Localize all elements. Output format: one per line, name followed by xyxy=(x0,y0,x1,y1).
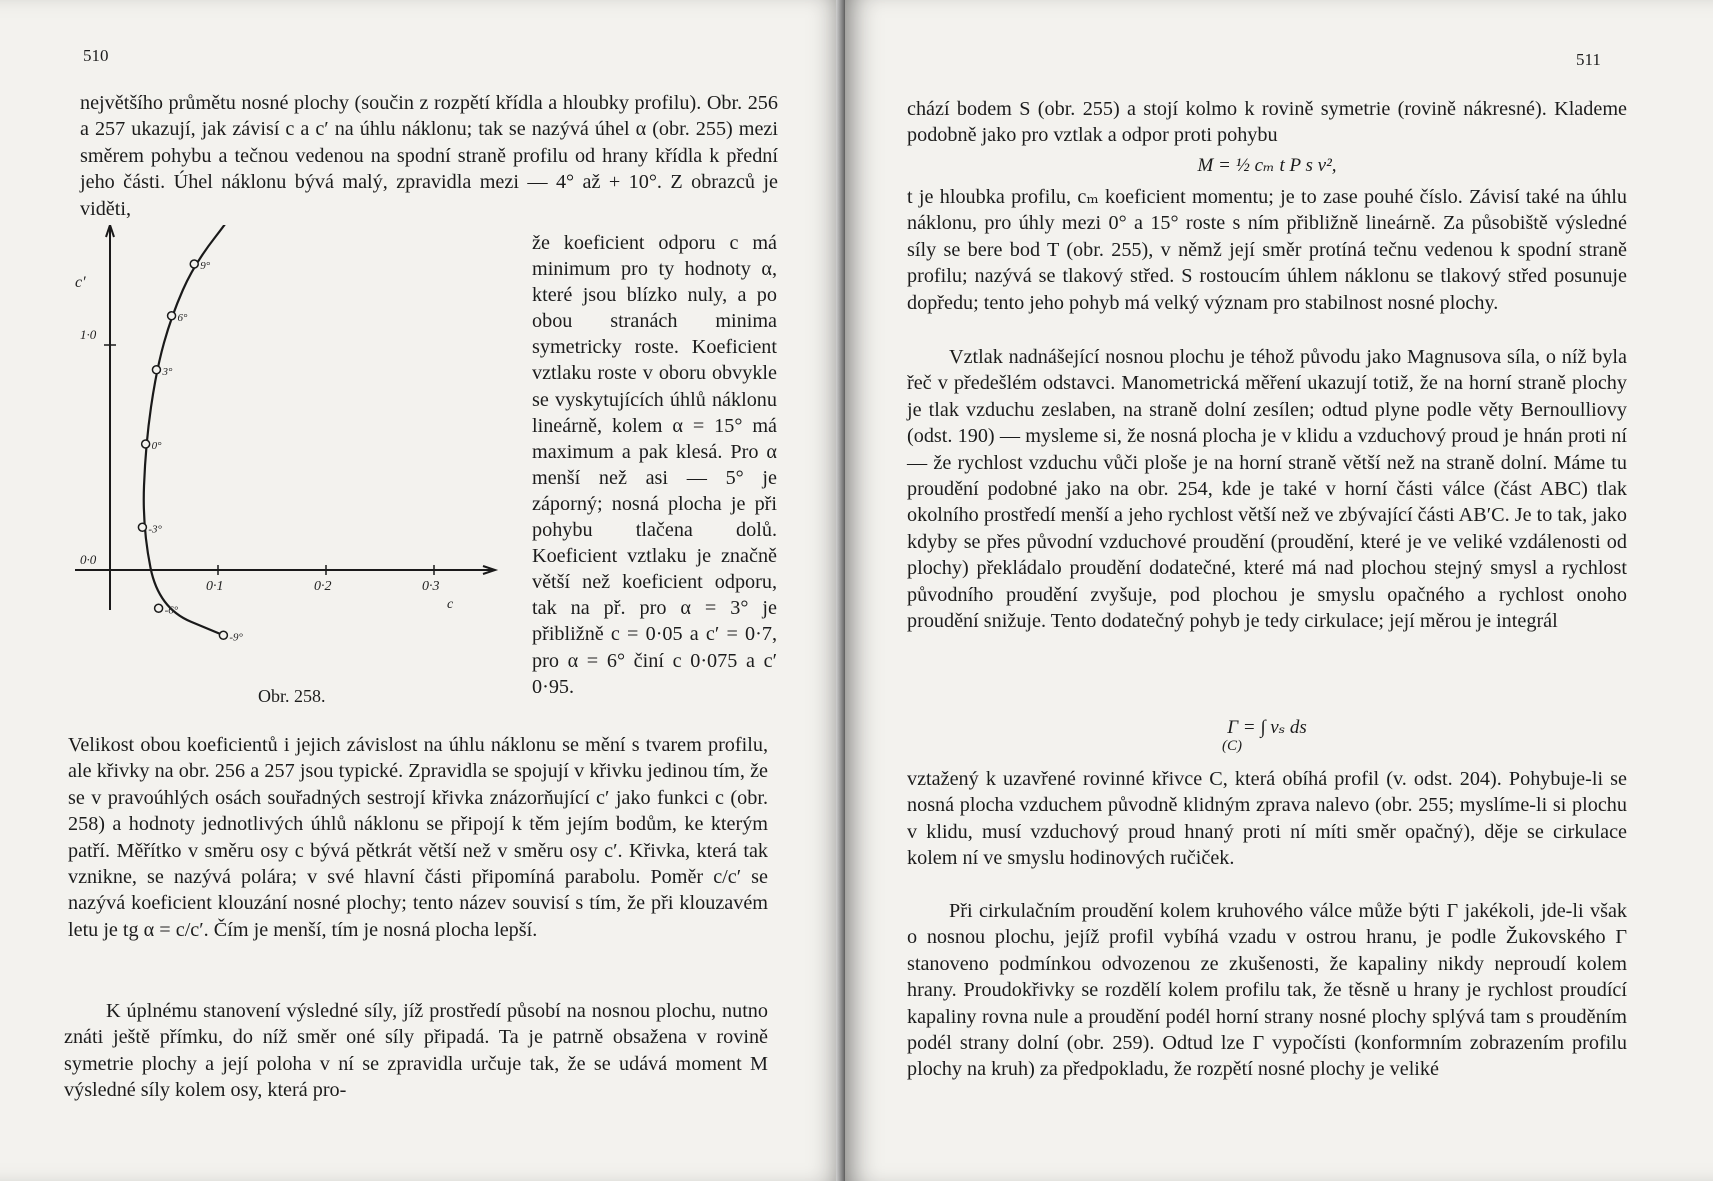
paragraph-text: chází bodem S (obr. 255) a stojí kolmo k rovině symetrie (rovině nákresné). Klademe podobně jako pro vztlak a odpor proti pohybu xyxy=(907,98,1627,147)
x-tick-label: 0·2 xyxy=(314,579,332,594)
x-tick-label: 0·3 xyxy=(422,579,440,594)
data-label: -3° xyxy=(148,523,162,536)
y-tick-label: 1·0 xyxy=(80,327,97,342)
y-tick-label: 0·0 xyxy=(80,552,97,567)
paragraph xyxy=(907,766,1627,872)
formula: M = ½ cₘ t P s v², xyxy=(1197,155,1337,176)
left-page xyxy=(0,0,845,1181)
x-tick-label: 0·1 xyxy=(206,579,224,594)
paragraph-text: t je hloubka profilu, cₘ koeficient momentu; je to zase pouhé číslo. Závisí také na úhlu náklonu, pro úhly mezi 0° a 15° roste s ním přibližně lineárně. Za působiště výsledné síly se bere bod T (obr. 255), v němž její směr protíná tečnu vedenou k spodní straně profilu; nazývá se tlakový střed. S rostoucím úhlem náklonu se tlakový střed posunuje dopředu; tento jeho pohyb má velký význam pro stabilnost nosné plochy. xyxy=(907,186,1627,314)
paragraph xyxy=(907,96,1627,149)
paragraph xyxy=(68,732,768,943)
paragraph xyxy=(80,90,778,222)
data-label: 3° xyxy=(162,365,173,378)
data-point xyxy=(142,440,150,448)
x-axis-label: c xyxy=(447,597,454,612)
data-point xyxy=(190,260,198,268)
paragraph-text: největšího průmětu nosné plochy (součin z rozpětí křídla a hloubky profilu). Obr. 256 a 257 ukazují, jak závisí c a c′ na úhlu náklonu; tak se nazývá úhel α (obr. 255) mezi směrem pohybu a tečnou vedenou na spodní straně profilu od hrany křídla k přední jeho části. Úhel náklonu bývá malý, zpravidla mezi — 4° až + 10°. Z obrazců je viděti, xyxy=(80,92,778,220)
formula: Γ = ∫ vₛ ds xyxy=(1227,717,1307,738)
page-number: 511 xyxy=(1576,50,1601,69)
data-label: 6° xyxy=(177,311,188,324)
paragraph-text: vztažený k uzavřené rovinné křivce C, která obíhá profil (v. odst. 204). Pohybuje-li se nosná plocha vzduchem původně klidným zprava nalevo (obr. 255; myslíme-li si plochu v klidu, musí vzduchový proud hnaný proti ní míti směr opačný), děje se cirkulace kolem ní ve smyslu hodinových ručiček. xyxy=(907,768,1627,870)
figure-caption: Obr. 258. xyxy=(258,686,326,706)
polar-curve xyxy=(144,225,396,635)
y-axis-label: c′ xyxy=(75,274,86,291)
paragraph-text: K úplnému stanovení výsledné síly, jíž prostředí působí na nosnou plochu, nutno znáti ještě přímku, do níž směr oné síly připadá. Ta je patrně obsažena v rovině symetrie plochy a její poloha v ní se zpravidla určuje tak, že se udává moment M výsledné síly kolem osy, která pro- xyxy=(64,1000,768,1102)
data-label: -9° xyxy=(229,631,243,644)
page-number: 510 xyxy=(83,46,109,65)
data-label: 0° xyxy=(151,440,162,452)
wrapped-text: že koeficient odporu c má minimum pro ty hodnoty α, které jsou blízko nuly, a po obou stranách minima symetricky roste. Koeficient vztlaku roste v oboru obvykle se vyskytujících úhlů náklonu lineárně, kolem α = 15° má maximum a pak klesá. Pro α menší než asi — 5° je záporný; nosná plocha je při pohybu tlačena dolů. Koeficient vztlaku je značně větší než koeficient odporu, tak na př. pro α = 3° je přibližně c = 0·05 a c′ = 0·7, pro α = 6° činí c 0·075 a c′ 0·95. xyxy=(532,232,777,698)
data-label: 9° xyxy=(200,260,211,272)
paragraph xyxy=(907,344,1627,634)
paragraph xyxy=(64,998,768,1104)
paragraph-text: Velikost obou koeficientů i jejich závislost na úhlu náklonu se mění s tvarem profilu, ale křivky na obr. 256 a 257 jsou typické. Zpravidla se spojují v křivku jedinou tím, že se v pravoúhlých osách souřadných sestrojí křivka znázorňující c′ jako funkci c (obr. 258) a hodnoty jednotlivých úhlů náklonu se připojí k těm jejím bodům, ke kterým patří. Měřítko v směru osy c bývá pětkrát větší než v směru osy c′. Křivka, která tak vznikne, se nazývá polára; v své hlavní části připomíná parabolu. Poměr c/c′ se nazývá koeficient klouzání nosné plochy; tento název souvisí s tím, že při klouzavém letu je tg α = c/c′. Čím je menší, tím je nosná plocha lepší. xyxy=(68,734,768,941)
data-point xyxy=(152,366,160,374)
formula-subscript: (C) xyxy=(1222,738,1242,754)
paragraph-text: Vztlak nadnášející nosnou plochu je téhož původu jako Magnusova síla, o níž byla řeč v předešlém odstavci. Manometrická měření ukazují totiž, že na horní straně plochy je tlak vzduchu zeslaben, na straně dolní zesílen; odtud plyne podle věty Bernoulliovy (odst. 190) — mysleme si, že nosná plocha je v klidu a vzduchový proud je hnán proti ní — že rychlost vzduchu vůči ploše je na horní straně větší než na straně dolní. Máme tu proudění podobné jako na obr. 254, kde je také v horní části válce (část ABC) tlak okolního prostředí menší a jeho rychlost větší než ve zbývající části AB′C. Je to tak, jako kdyby se přes původní vzduchové proudění (proudění, které je ve veliké vzdálenosti od plochy) překládalo proudění dodatečné, které má nad plochou stejný smysl a rychlost původního proudění zvyšuje, pod plochou je smyslu opačného a rychlost onoho proudění snižuje. Tento dodatečný pohyb je tedy cirkulace; její měrou je integrál xyxy=(907,346,1627,633)
right-page xyxy=(845,0,1713,1181)
data-point xyxy=(219,631,227,639)
data-label: -6° xyxy=(164,604,179,617)
paragraph xyxy=(907,898,1627,1083)
data-point xyxy=(138,523,146,531)
data-point xyxy=(168,312,176,320)
polar-chart xyxy=(75,225,505,705)
paragraph-text: Při cirkulačním proudění kolem kruhového válce může býti Γ jakékoli, jde-li však o nosnou plochu, jejíž profil vybíhá vzadu v ostrou hranu, je podle Žukovského Γ stanoveno podmínkou odvozenou ze zkušenosti, že kapaliny nikdy neproudí kolem hrany. Proudokřivky se rozdělí kolem profilu tak, že těsně u hrany je rychlost proudící kapaliny rovna nule a proudění podél horní strany nosné plochy splývá tam s prouděním podél strany dolní (obr. 259). Odtud lze Γ vypočísti (konformním zobrazením profilu plochy na kruh) za předpokladu, že rozpětí nosné plochy je veliké xyxy=(907,900,1627,1081)
data-point xyxy=(155,604,163,612)
paragraph xyxy=(907,184,1627,316)
